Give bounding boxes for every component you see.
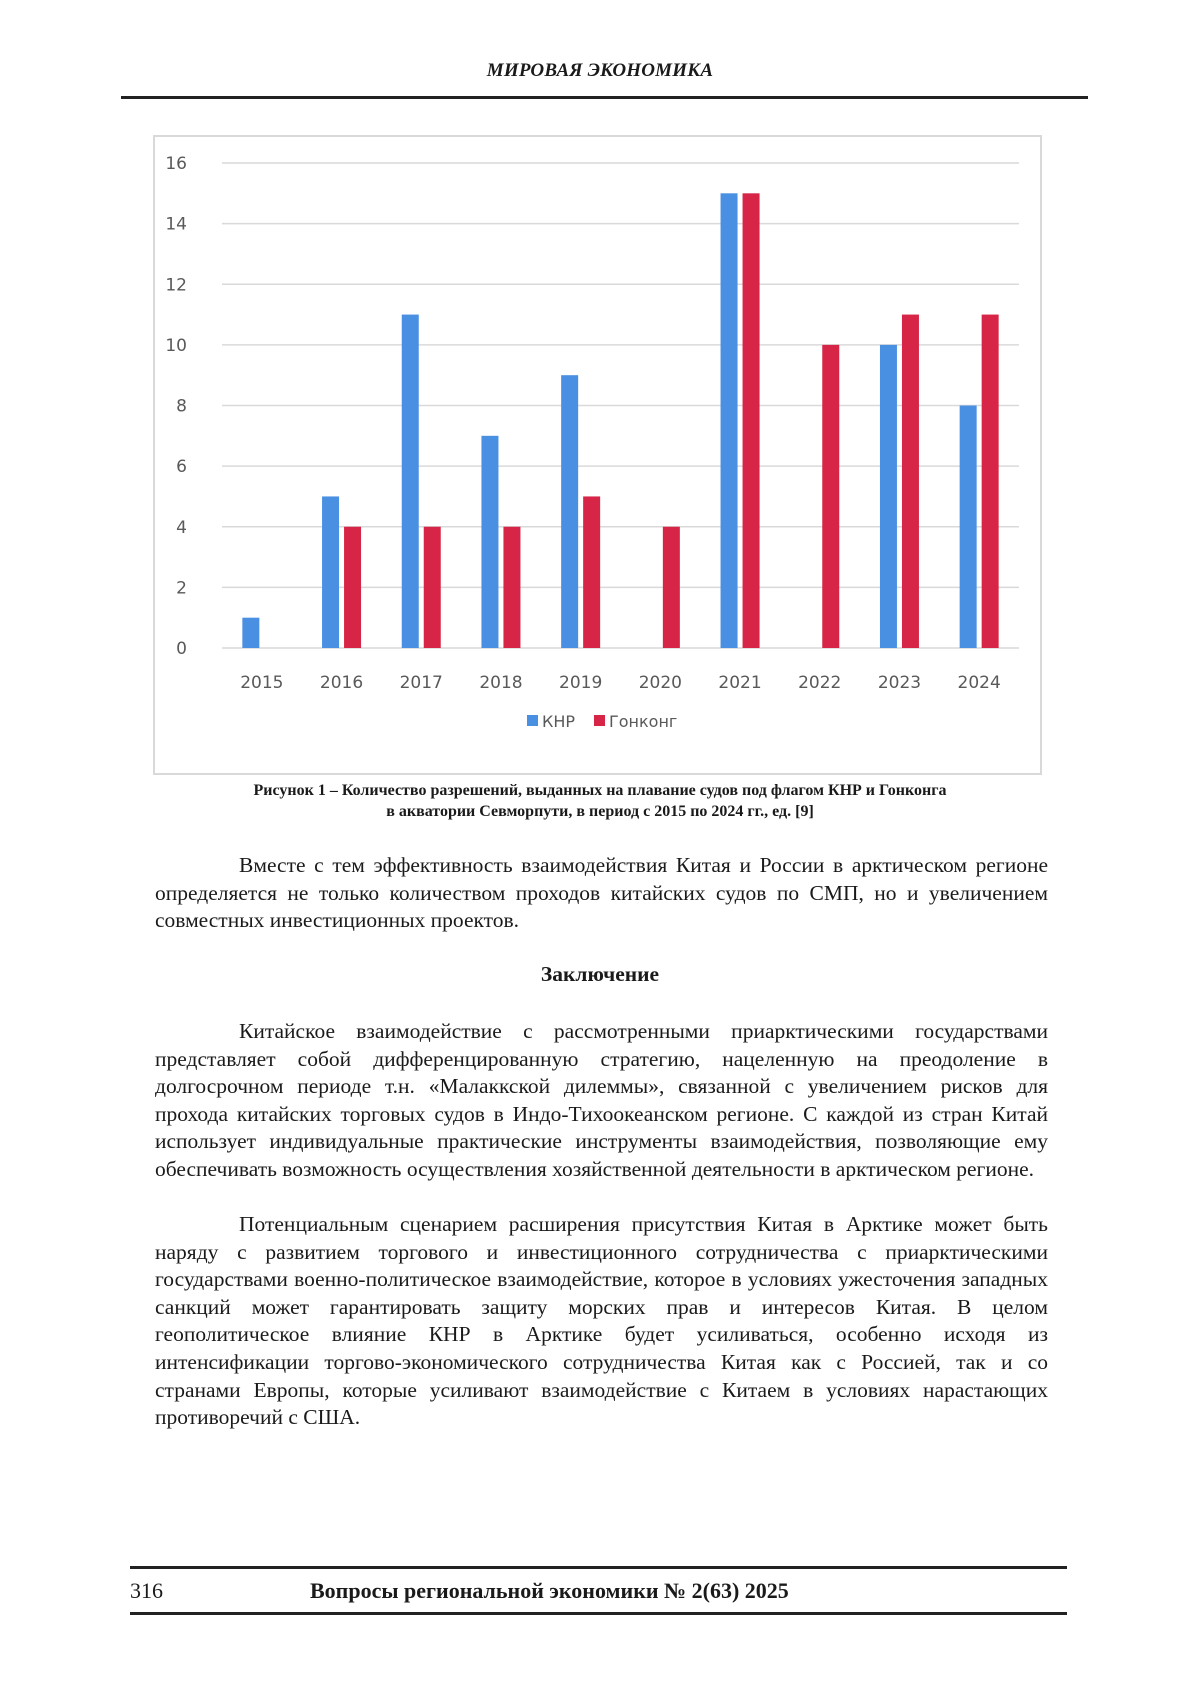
figure-caption — [150, 780, 1050, 822]
section-title: Заключение — [540, 962, 660, 986]
bars — [242, 193, 998, 648]
x-tick-label: 2024 — [957, 673, 1001, 693]
running-title: МИРОВАЯ ЭКОНОМИКА — [486, 60, 714, 81]
x-tick-label: 2017 — [399, 673, 443, 693]
bar-chart — [155, 137, 1040, 773]
y-tick-label: 12 — [165, 275, 187, 296]
y-tick-label: 4 — [176, 517, 187, 538]
x-tick-label: 2021 — [718, 673, 762, 693]
bar-hongkong-2018 — [503, 527, 520, 648]
bar-knr-2016 — [322, 496, 339, 648]
y-tick-label: 14 — [165, 214, 187, 235]
bar-knr-2017 — [402, 315, 419, 648]
caption-line-2: в акватории Севморпути, в период с 2015 по 2024 гг., ед. [9] — [386, 803, 814, 820]
x-tick-label: 2022 — [798, 673, 842, 693]
paragraph-1 — [155, 852, 1048, 935]
paragraph-3-text: Потенциальным сценарием расширения присутствия Китая в Арктике может быть наряду с развитием торгового и инвестиционного сотрудничества с приарктическими государствами военно-политическое взаимодействие, которое в условиях ужесточения западных санкций может гарантировать защиту морских прав и интересов Китая. В целом геополитическое влияние КНР в Арктике будет усиливаться, особенно исходя из интенсификации торгово-экономического сотрудничества Китая как с Россией, так и со странами Европы, которые усиливают взаимодействие с Китаем в условиях нарастающих противоречий с США. — [155, 1212, 1048, 1430]
journal-title: Вопросы региональной экономики № 2(63) 2025 — [310, 1578, 789, 1603]
chart-frame — [153, 135, 1042, 775]
paragraph-2 — [155, 1018, 1048, 1184]
legend — [527, 712, 677, 731]
bar-knr-2018 — [481, 436, 498, 648]
bar-hongkong-2017 — [424, 527, 441, 648]
bar-hongkong-2021 — [743, 193, 760, 648]
y-tick-label: 2 — [176, 578, 187, 599]
y-tick-label: 16 — [165, 154, 187, 174]
bar-hongkong-2022 — [822, 345, 839, 648]
x-tick-label: 2023 — [877, 673, 922, 693]
x-axis-ticks — [240, 673, 1001, 693]
bar-knr-2024 — [960, 406, 977, 649]
x-tick-label: 2020 — [638, 673, 682, 693]
footer-rule-bottom — [130, 1612, 1067, 1615]
bar-knr-2019 — [561, 375, 578, 648]
y-tick-label: 10 — [165, 335, 187, 356]
y-tick-label: 8 — [176, 396, 187, 417]
footer-rule-top — [130, 1566, 1067, 1569]
header-rule — [121, 96, 1088, 99]
paragraph-1-text: Вместе с тем эффективность взаимодействия Китая и России в арктическом регионе определяется не только количеством проходов китайских судов по СМП, но и увеличением совместных инвестиционных проектов. — [155, 853, 1048, 933]
bar-hongkong-2023 — [902, 315, 919, 648]
x-tick-label: 2018 — [479, 673, 523, 693]
gridlines — [222, 163, 1019, 648]
legend-label: КНР — [542, 712, 576, 731]
bar-knr-2021 — [721, 193, 738, 648]
y-tick-label: 6 — [176, 457, 187, 478]
page-number: 316 — [130, 1578, 163, 1603]
bar-hongkong-2016 — [344, 527, 361, 648]
y-axis-ticks — [165, 154, 187, 659]
y-tick-label: 0 — [176, 639, 187, 659]
bar-hongkong-2019 — [583, 496, 600, 648]
legend-swatch — [527, 715, 538, 726]
bar-knr-2023 — [880, 345, 897, 648]
legend-label: Гонконг — [609, 712, 678, 731]
x-tick-label: 2015 — [240, 673, 284, 693]
x-tick-label: 2019 — [559, 673, 603, 693]
paragraph-2-text: Китайское взаимодействие с рассмотренными приарктическими государствами представляет собой дифференцированную стратегию, нацеленную на преодоление в долгосрочном периоде т.н. «Малаккской дилеммы», связанной с увеличением рисков для прохода китайских торговых судов в Индо-Тихоокеанском регионе. С каждой из стран Китай использует индивидуальные практические инструменты взаимодействия, позволяющие ему обеспечивать возможность осуществления хозяйственной деятельности в арктическом регионе. — [155, 1019, 1048, 1181]
caption-line-1: Рисунок 1 – Количество разрешений, выданных на плавание судов под флагом КНР и Гонконга — [253, 782, 947, 799]
bar-knr-2015 — [242, 618, 259, 648]
legend-swatch — [594, 715, 605, 726]
bar-hongkong-2024 — [982, 315, 999, 648]
paragraph-3 — [155, 1211, 1048, 1432]
bar-hongkong-2020 — [663, 527, 680, 648]
x-tick-label: 2016 — [319, 673, 364, 693]
